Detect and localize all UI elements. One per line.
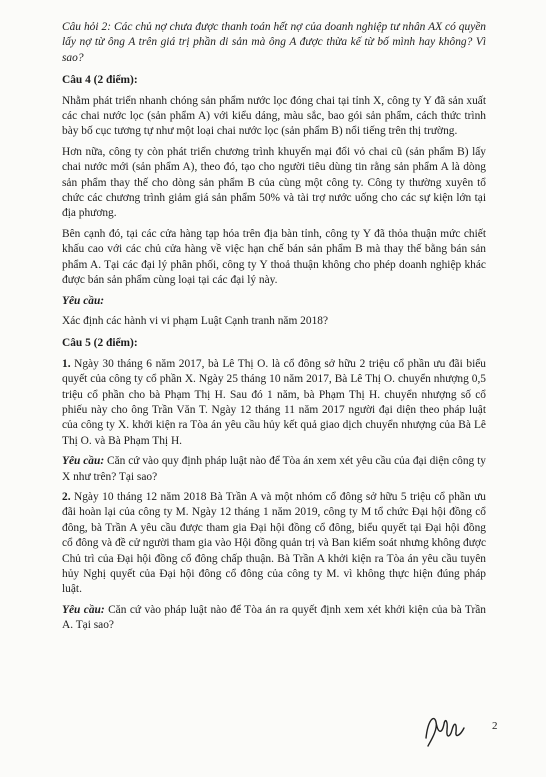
cau-5-item-1-req-label: Yêu cầu:: [62, 455, 105, 468]
question-2-paragraph: [62, 20, 486, 66]
cau-5-heading: Câu 5 (2 điểm):: [62, 337, 138, 350]
cau-5-item-1-req-text: Căn cứ vào quy định pháp luật nào để Tòa án xem xét yêu cầu của đại diện công ty X như trên? Tại sao?: [62, 455, 487, 483]
cau-5-item-2-number: 2.: [62, 490, 71, 503]
cau-4-paragraph-1: Nhằm phát triển nhanh chóng sản phẩm nước lọc đóng chai tại tỉnh X, công ty Y đã sản xuất các chai nước lọc (sản phẩm A) với kiểu dáng, màu sắc, bao gói sản phẩm, cách thức trình bày bố cục tương tự như một loại chai nước lọc (sản phẩm B) nổi tiếng trên thị trường.: [62, 94, 486, 138]
document-body: [62, 20, 486, 639]
cau-5-item-1-number: 1.: [62, 357, 71, 370]
signature-mark: [420, 708, 476, 752]
cau-5-item-2-text: Ngày 10 tháng 12 năm 2018 Bà Trần A và một nhóm cổ đông sở hữu 5 triệu cổ phần ưu đãi hoàn lại của công ty M. Ngày 12 tháng 1 năm 2019, công ty M tổ chức Đại hội đồng cổ đông, bà Trần A yêu cầu được tham gia Đại hội đồng cổ đông, biểu quyết tại Đại hội đồng cổ đông và đề cử người tham gia vào Hội đồng quản trị và Ban kiểm soát nhưng không được Chủ trì của Đại hội đồng cổ đông chấp thuận. Bà Trần A khởi kiện ra Tòa án yêu cầu tuyên hủy Nghị quyết của Đại hội đông cổ đông của công ty M. vì không thực hiện đúng pháp luật.: [62, 490, 486, 596]
cau-5-item-1-text: Ngày 30 tháng 6 năm 2017, bà Lê Thị O. là cổ đông sở hữu 2 triệu cổ phần ưu đãi biểu quyết của công ty cổ phần X. Ngày 25 tháng 10 năm 2017, Bà Lê Thị O. chuyển nhượng 0,5 triệu cổ phần cho bà Phạm Thị H. Sau đó 1 năm, bà Phạm Thị H. chuyển nhượng số cổ phiếu này cho ông Trần Văn T. Ngày 12 tháng 11 năm 2017 người đại diện theo pháp luật của công ty X. khởi kiện ra Tòa án yêu cầu hủy kết quả giao dịch chuyển nhượng của Bà Lê Thị O. và Bà Phạm Thị H.: [62, 357, 486, 447]
cau-5-item-1: [62, 357, 486, 449]
cau-4-paragraph-3: Bên cạnh đó, tại các cửa hàng tạp hóa trên địa bàn tỉnh, công ty Y đã thỏa thuận mức chiết khấu cao với các chủ cửa hàng về việc hạn chế bán sản phẩm B mà thay thế bằng bán sản phẩm A. Tại các đại lý phân phối, công ty Y thoả thuận không cho phép doanh nghiệp khác được bán sản phẩm cùng loại tại các đại lý này.: [62, 227, 486, 287]
cau-4-heading: Câu 4 (2 điểm):: [62, 74, 138, 87]
cau-4-requirement-text: Xác định các hành vi vi phạm Luật Cạnh tranh năm 2018?: [62, 314, 329, 327]
cau-4-requirement-label: Yêu cầu:: [62, 294, 105, 307]
cau-5-item-2: [62, 490, 486, 598]
cau-5-item-2-req-text: Căn cứ vào pháp luật nào để Tòa án ra quyết định xem xét khởi kiện của bà Trần A. Tại sao?: [62, 603, 486, 632]
cau-5-item-1-requirement: [62, 454, 486, 485]
page-number: 2: [492, 720, 498, 732]
cau-5-item-2-requirement: [62, 603, 486, 634]
question-2-label: Câu hỏi 2:: [62, 21, 112, 33]
question-2-text: Các chủ nợ chưa được thanh toán hết nợ của doanh nghiệp tư nhân AX có quyền lấy nợ từ ông A trên giá trị phần di sản mà ông A được thừa kế từ bố mình hay không? Vì sao?: [62, 21, 486, 64]
cau-4-paragraph-2: Hơn nữa, công ty còn phát triển chương trình khuyến mại đổi vỏ chai cũ (sản phẩm B) lấy chai nước mới (sản phẩm A), theo đó, tạo cho người tiêu dùng tin rằng sản phẩm A là dòng sản phẩm thay thế cho dòng sản phẩm B của cùng một công ty. Công ty thường xuyên tổ chức các chương trình giảm giá sản phẩm 50% và tài trợ nước uống cho các sự kiện lớn tại địa phương.: [62, 145, 486, 220]
cau-5-item-2-req-label: Yêu cầu:: [62, 603, 105, 616]
